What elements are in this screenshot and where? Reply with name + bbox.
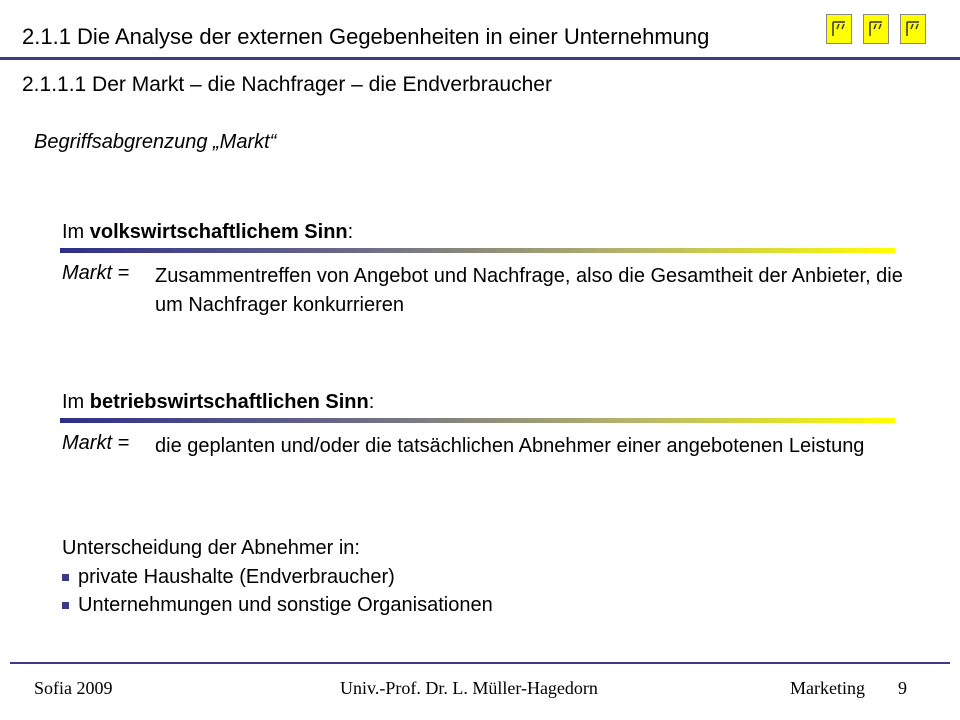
definition-heading-prefix: Im bbox=[62, 391, 90, 413]
gradient-divider bbox=[60, 418, 895, 423]
definition-heading-suffix: : bbox=[368, 391, 375, 413]
list-item bbox=[62, 594, 493, 617]
footer-divider bbox=[10, 662, 950, 664]
logo-quote-box-1-icon bbox=[826, 14, 852, 44]
list-item-text: Unternehmungen und sonstige Organisationen bbox=[78, 594, 493, 616]
definition-heading-suffix: : bbox=[347, 221, 354, 243]
definition-text: Zusammentreffen von Angebot und Nachfrage, also die Gesamtheit der Anbieter, die um Nachfrager konkurrieren bbox=[155, 265, 903, 316]
distinction-heading: Unterscheidung der Abnehmer in: bbox=[62, 537, 360, 559]
slide-subtitle: 2.1.1.1 Der Markt – die Nachfrager – die Endverbraucher bbox=[22, 73, 552, 96]
square-bullet-icon bbox=[62, 602, 69, 609]
slide-title: 2.1.1 Die Analyse der externen Gegebenheiten in einer Unternehmung bbox=[22, 24, 710, 49]
definition-heading-economic bbox=[62, 221, 353, 244]
definition-text: die geplanten und/oder die tatsächlichen Abnehmer einer angebotenen Leistung bbox=[155, 435, 865, 457]
logo-quote-box-3-icon bbox=[900, 14, 926, 44]
title-divider bbox=[0, 57, 960, 60]
footer-course: Marketing bbox=[790, 678, 865, 698]
definition-term: Markt = bbox=[62, 262, 130, 284]
definition-heading-emphasis: betriebswirtschaftlichen Sinn bbox=[89, 391, 369, 413]
gradient-divider bbox=[60, 248, 895, 253]
section-heading: Begriffsabgrenzung „Markt“ bbox=[34, 131, 277, 153]
footer-author: Univ.-Prof. Dr. L. Müller-Hagedorn bbox=[340, 678, 598, 698]
list-item bbox=[62, 566, 395, 589]
definition-heading-business bbox=[62, 391, 374, 414]
list-item-text: private Haushalte (Endverbraucher) bbox=[78, 566, 395, 588]
footer-page-number: 9 bbox=[898, 678, 907, 698]
definition-heading-emphasis: volkswirtschaftlichem Sinn bbox=[89, 221, 348, 243]
definition-term: Markt = bbox=[62, 432, 130, 454]
logo-quote-box-2-icon bbox=[863, 14, 889, 44]
footer-location-year: Sofia 2009 bbox=[34, 678, 113, 698]
definition-heading-prefix: Im bbox=[62, 221, 90, 243]
square-bullet-icon bbox=[62, 574, 69, 581]
